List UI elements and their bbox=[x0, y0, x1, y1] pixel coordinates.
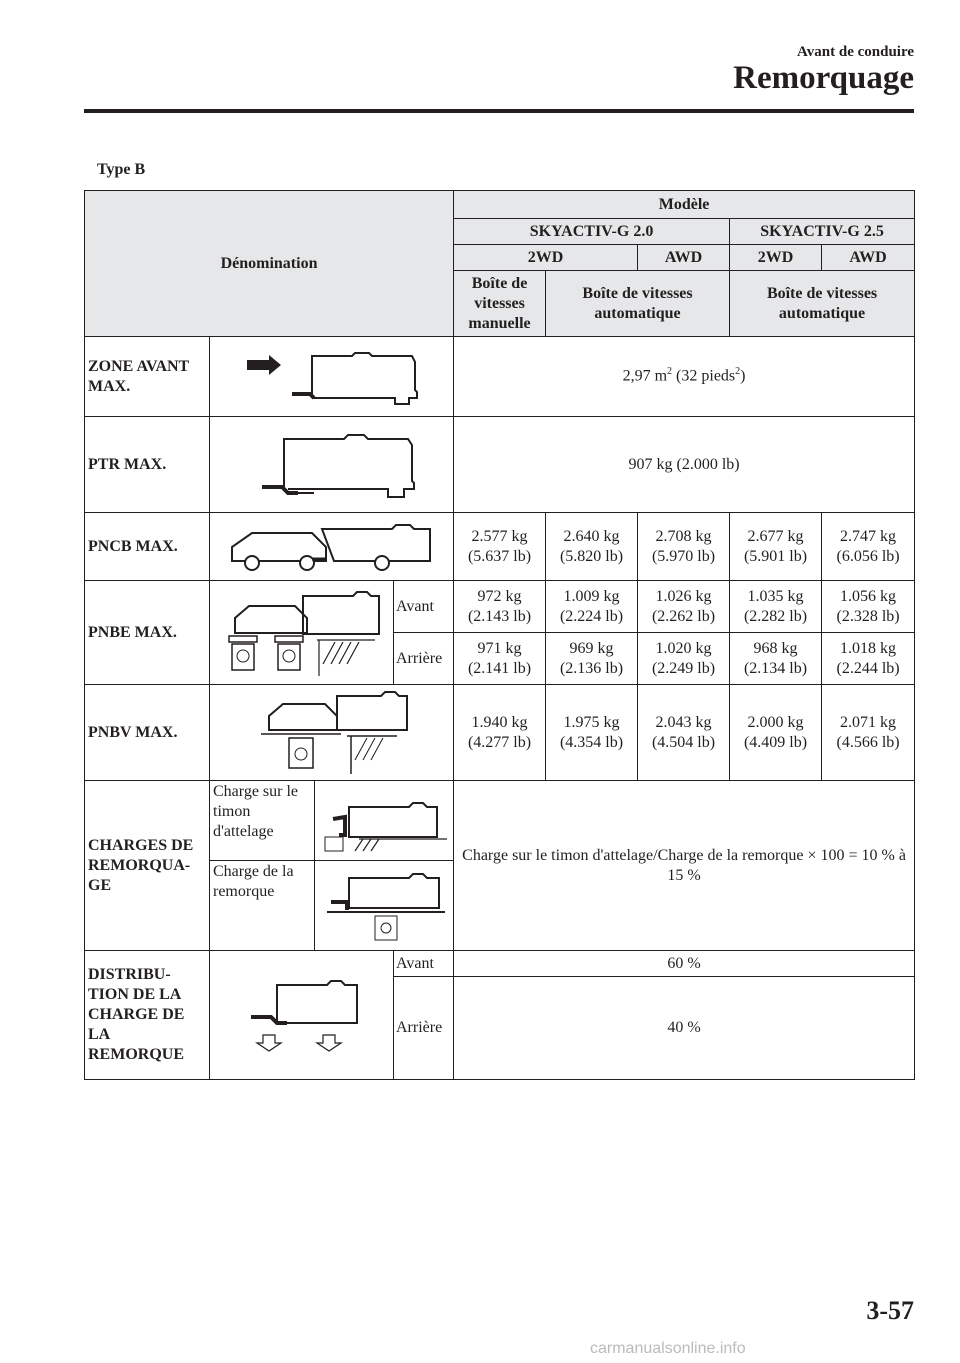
header-engine-25: SKYACTIV-G 2.5 bbox=[730, 219, 915, 245]
watermark: carmanualsonline.info bbox=[590, 1340, 746, 1357]
pnbe-front-value: 1.035 kg (2.282 lb) bbox=[730, 581, 822, 633]
pnbe-rear-value: 971 kg (2.141 lb) bbox=[454, 633, 546, 685]
pnbe-rear-value: 1.020 kg (2.249 lb) bbox=[638, 633, 730, 685]
pnbv-value: 2.043 kg (4.504 lb) bbox=[638, 685, 730, 781]
row-label: CHARGES DE REMORQUA-GE bbox=[85, 781, 210, 951]
header-drive: 2WD bbox=[454, 245, 638, 271]
row-label: PNBE MAX. bbox=[85, 581, 210, 685]
pnbv-value: 2.000 kg (4.409 lb) bbox=[730, 685, 822, 781]
zone-value: 2,97 $m^2$ (32 pieds$^2$) bbox=[454, 337, 915, 417]
header-gear-auto: Boîte de vitesses automatique bbox=[730, 271, 915, 337]
tongue-load-label: Charge sur le timon d'attelage bbox=[210, 781, 315, 861]
pnbv-value: 1.975 kg (4.354 lb) bbox=[546, 685, 638, 781]
header-gear-manual: Boîte de vitesses manuelle bbox=[454, 271, 546, 337]
pnbe-front-value: 1.009 kg (2.224 lb) bbox=[546, 581, 638, 633]
trailer-load-illustration bbox=[315, 861, 454, 951]
row-label: ZONE AVANT MAX. bbox=[85, 337, 210, 417]
type-label: Type B bbox=[97, 161, 146, 178]
front-axle-label: Avant bbox=[394, 581, 454, 633]
pncb-value: 2.677 kg (5.901 lb) bbox=[730, 513, 822, 581]
page-title: Remorquage bbox=[733, 60, 914, 96]
trailer-weight-illustration bbox=[210, 417, 454, 513]
header-gear-auto: Boîte de vitesses automatique bbox=[546, 271, 730, 337]
trailer-load-label: Charge de la remorque bbox=[210, 861, 315, 951]
pnbe-front-value: 1.026 kg (2.262 lb) bbox=[638, 581, 730, 633]
distrib-front-value: 60 % bbox=[454, 951, 915, 977]
pnbe-rear-value: 969 kg (2.136 lb) bbox=[546, 633, 638, 685]
towing-spec-table bbox=[84, 190, 915, 1080]
pnbe-rear-value: 1.018 kg (2.244 lb) bbox=[822, 633, 915, 685]
vehicle-scale-illustration bbox=[210, 685, 454, 781]
pnbv-value: 2.071 kg (4.566 lb) bbox=[822, 685, 915, 781]
pnbv-value: 1.940 kg (4.277 lb) bbox=[454, 685, 546, 781]
row-label: PNBV MAX. bbox=[85, 685, 210, 781]
row-label: DISTRIBU-TION DE LA CHARGE DE LA REMORQUE bbox=[85, 951, 210, 1080]
pnbe-front-value: 972 kg (2.143 lb) bbox=[454, 581, 546, 633]
section-label: Avant de conduire bbox=[797, 44, 914, 60]
header-engine-20: SKYACTIV-G 2.0 bbox=[454, 219, 730, 245]
title-rule bbox=[84, 109, 914, 113]
pnbe-rear-value: 968 kg (2.134 lb) bbox=[730, 633, 822, 685]
distrib-rear-value: 40 % bbox=[454, 977, 915, 1080]
pncb-value: 2.708 kg (5.970 lb) bbox=[638, 513, 730, 581]
row-label: PTR MAX. bbox=[85, 417, 210, 513]
pncb-value: 2.577 kg (5.637 lb) bbox=[454, 513, 546, 581]
front-label: Avant bbox=[394, 951, 454, 977]
rear-label: Arrière bbox=[394, 977, 454, 1080]
trailer-front-area-illustration bbox=[210, 337, 454, 417]
header-name: Dénomination bbox=[85, 191, 454, 337]
page-number: 3-57 bbox=[866, 1296, 914, 1325]
header-drive: AWD bbox=[822, 245, 915, 271]
rear-axle-label: Arrière bbox=[394, 633, 454, 685]
car-and-trailer-illustration bbox=[210, 513, 454, 581]
header-drive: 2WD bbox=[730, 245, 822, 271]
load-distribution-illustration bbox=[210, 951, 394, 1080]
pnbe-front-value: 1.056 kg (2.328 lb) bbox=[822, 581, 915, 633]
ptr-value: 907 kg (2.000 lb) bbox=[454, 417, 915, 513]
row-label: PNCB MAX. bbox=[85, 513, 210, 581]
tongue-load-illustration bbox=[315, 781, 454, 861]
header-drive: AWD bbox=[638, 245, 730, 271]
axle-scale-illustration bbox=[210, 581, 394, 685]
charges-value: Charge sur le timon d'attelage/Charge de la remorque × 100 = 10 % à 15 % bbox=[454, 781, 915, 951]
header-model: Modèle bbox=[454, 191, 915, 219]
pncb-value: 2.640 kg (5.820 lb) bbox=[546, 513, 638, 581]
pncb-value: 2.747 kg (6.056 lb) bbox=[822, 513, 915, 581]
